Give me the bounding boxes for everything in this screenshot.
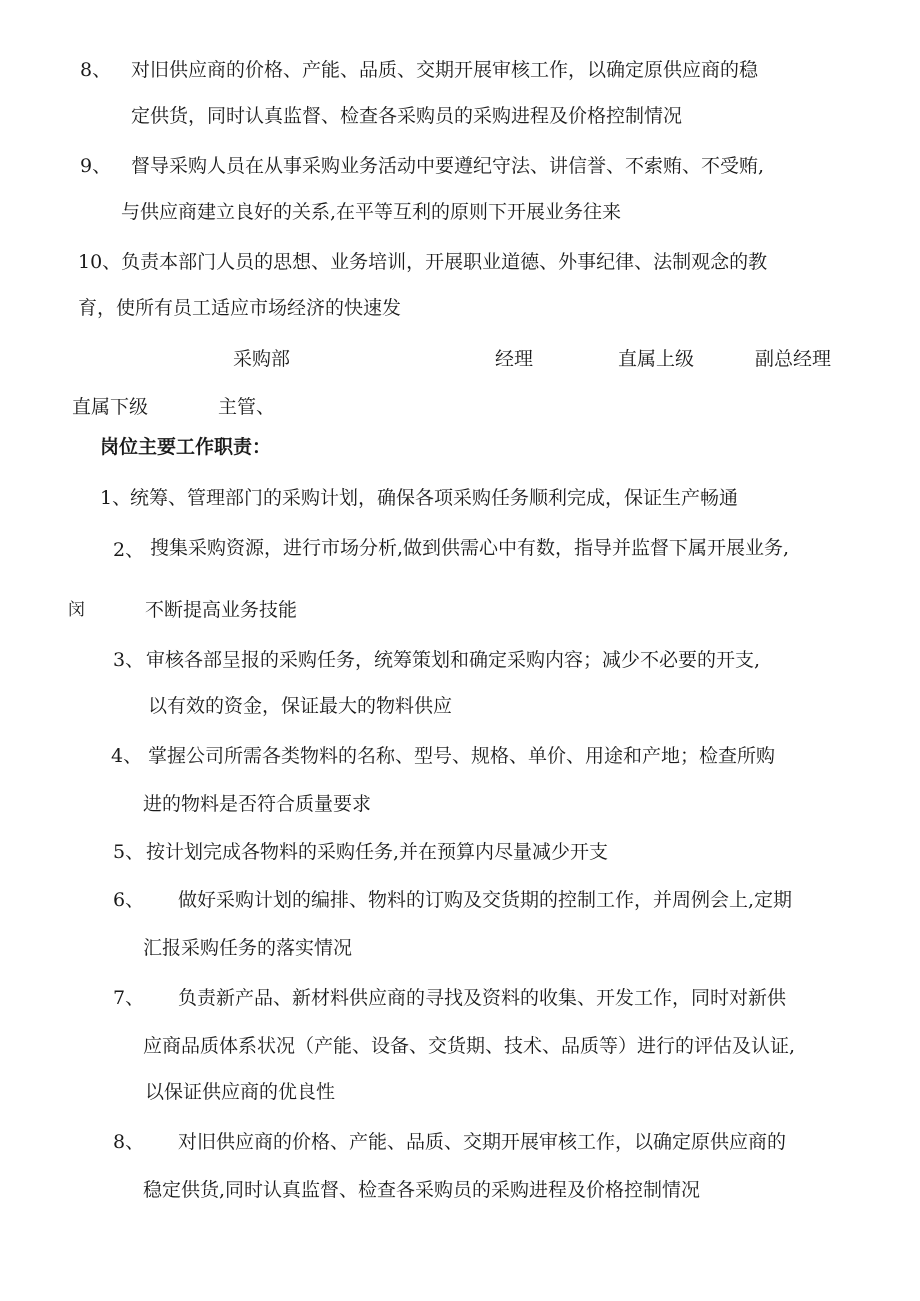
duty-1-number: 1、 — [100, 487, 132, 509]
duty-8-line1: 对旧供应商的价格、产能、品质、交期开展审核工作，以确定原供应商的 — [178, 1131, 787, 1153]
item-9-line2: 与供应商建立良好的关系,在平等互利的原则下开展业务往来 — [121, 201, 622, 223]
subordinate-value: 主管、 — [218, 396, 276, 418]
item-8-number: 8、 — [80, 59, 112, 81]
item-9-number: 9、 — [80, 155, 112, 177]
superior-value: 副总经理 — [755, 348, 832, 370]
item-9-line1: 督导采购人员在从事采购业务活动中要遵纪守法、讲信誉、不索贿、不受贿, — [131, 155, 765, 177]
duty-7-line2: 应商品质体系状况（产能、设备、交货期、技术、品质等）进行的评估及认证, — [143, 1035, 796, 1057]
duty-1-text: 统筹、管理部门的采购计划，确保各项采购任务顺利完成，保证生产畅通 — [130, 487, 739, 509]
duty-2-number: 2、 — [113, 539, 145, 561]
duty-4-number: 4、 — [111, 745, 143, 767]
duty-7-line3: 以保证供应商的优良性 — [145, 1081, 336, 1103]
duty-7-line1: 负责新产品、新材料供应商的寻找及资料的收集、开发工作，同时对新供 — [178, 987, 787, 1009]
duty-6-line1: 做好采购计划的编排、物料的订购及交货期的控制工作，并周例会上,定期 — [178, 889, 793, 911]
section-heading: 岗位主要工作职责： — [100, 436, 272, 458]
item-10-line1: 10、负责本部门人员的思想、业务培训，开展职业道德、外事纪律、法制观念的教 — [78, 251, 768, 273]
subordinate-label: 直属下级 — [72, 396, 149, 418]
duty-3-line2: 以有效的资金，保证最大的物料供应 — [148, 695, 453, 717]
item-8-line2: 定供货，同时认真监督、检查各采购员的采购进程及价格控制情况 — [131, 105, 683, 127]
department-name: 采购部 — [233, 348, 291, 370]
duty-7-number: 7、 — [113, 987, 145, 1009]
duty-2-line1: 搜集采购资源，进行市场分析,做到供需心中有数，指导并监督下属开展业务, — [150, 537, 790, 559]
superior-label: 直属上级 — [618, 348, 695, 370]
duty-4-line2: 进的物料是否符合质量要求 — [143, 793, 372, 815]
duty-6-line2: 汇报采购任务的落实情况 — [143, 937, 353, 959]
duty-6-number: 6、 — [113, 889, 145, 911]
position-title: 经理 — [495, 348, 534, 370]
duty-3-number: 3、 — [113, 649, 145, 671]
duty-3-line1: 审核各部呈报的采购任务，统筹策划和确定采购内容；减少不必要的开支, — [146, 649, 761, 671]
duty-4-line1: 掌握公司所需各类物料的名称、型号、规格、单价、用途和产地；检查所购 — [148, 745, 776, 767]
duty-8-number: 8、 — [113, 1131, 145, 1153]
duty-2-line2: 不断提高业务技能 — [145, 599, 298, 621]
duty-5-number: 5、 — [113, 841, 145, 863]
item-10-line2: 育，使所有员工适应市场经济的快速发 — [78, 297, 402, 319]
duty-8-line2: 稳定供货,同时认真监督、检查各采购员的采购进程及价格控制情况 — [143, 1179, 701, 1201]
item-8-line1: 对旧供应商的价格、产能、品质、交期开展审核工作，以确定原供应商的稳 — [131, 59, 759, 81]
margin-mark: 闵 — [68, 600, 85, 620]
duty-5-text: 按计划完成各物料的采购任务,并在预算内尽量减少开支 — [146, 841, 609, 863]
